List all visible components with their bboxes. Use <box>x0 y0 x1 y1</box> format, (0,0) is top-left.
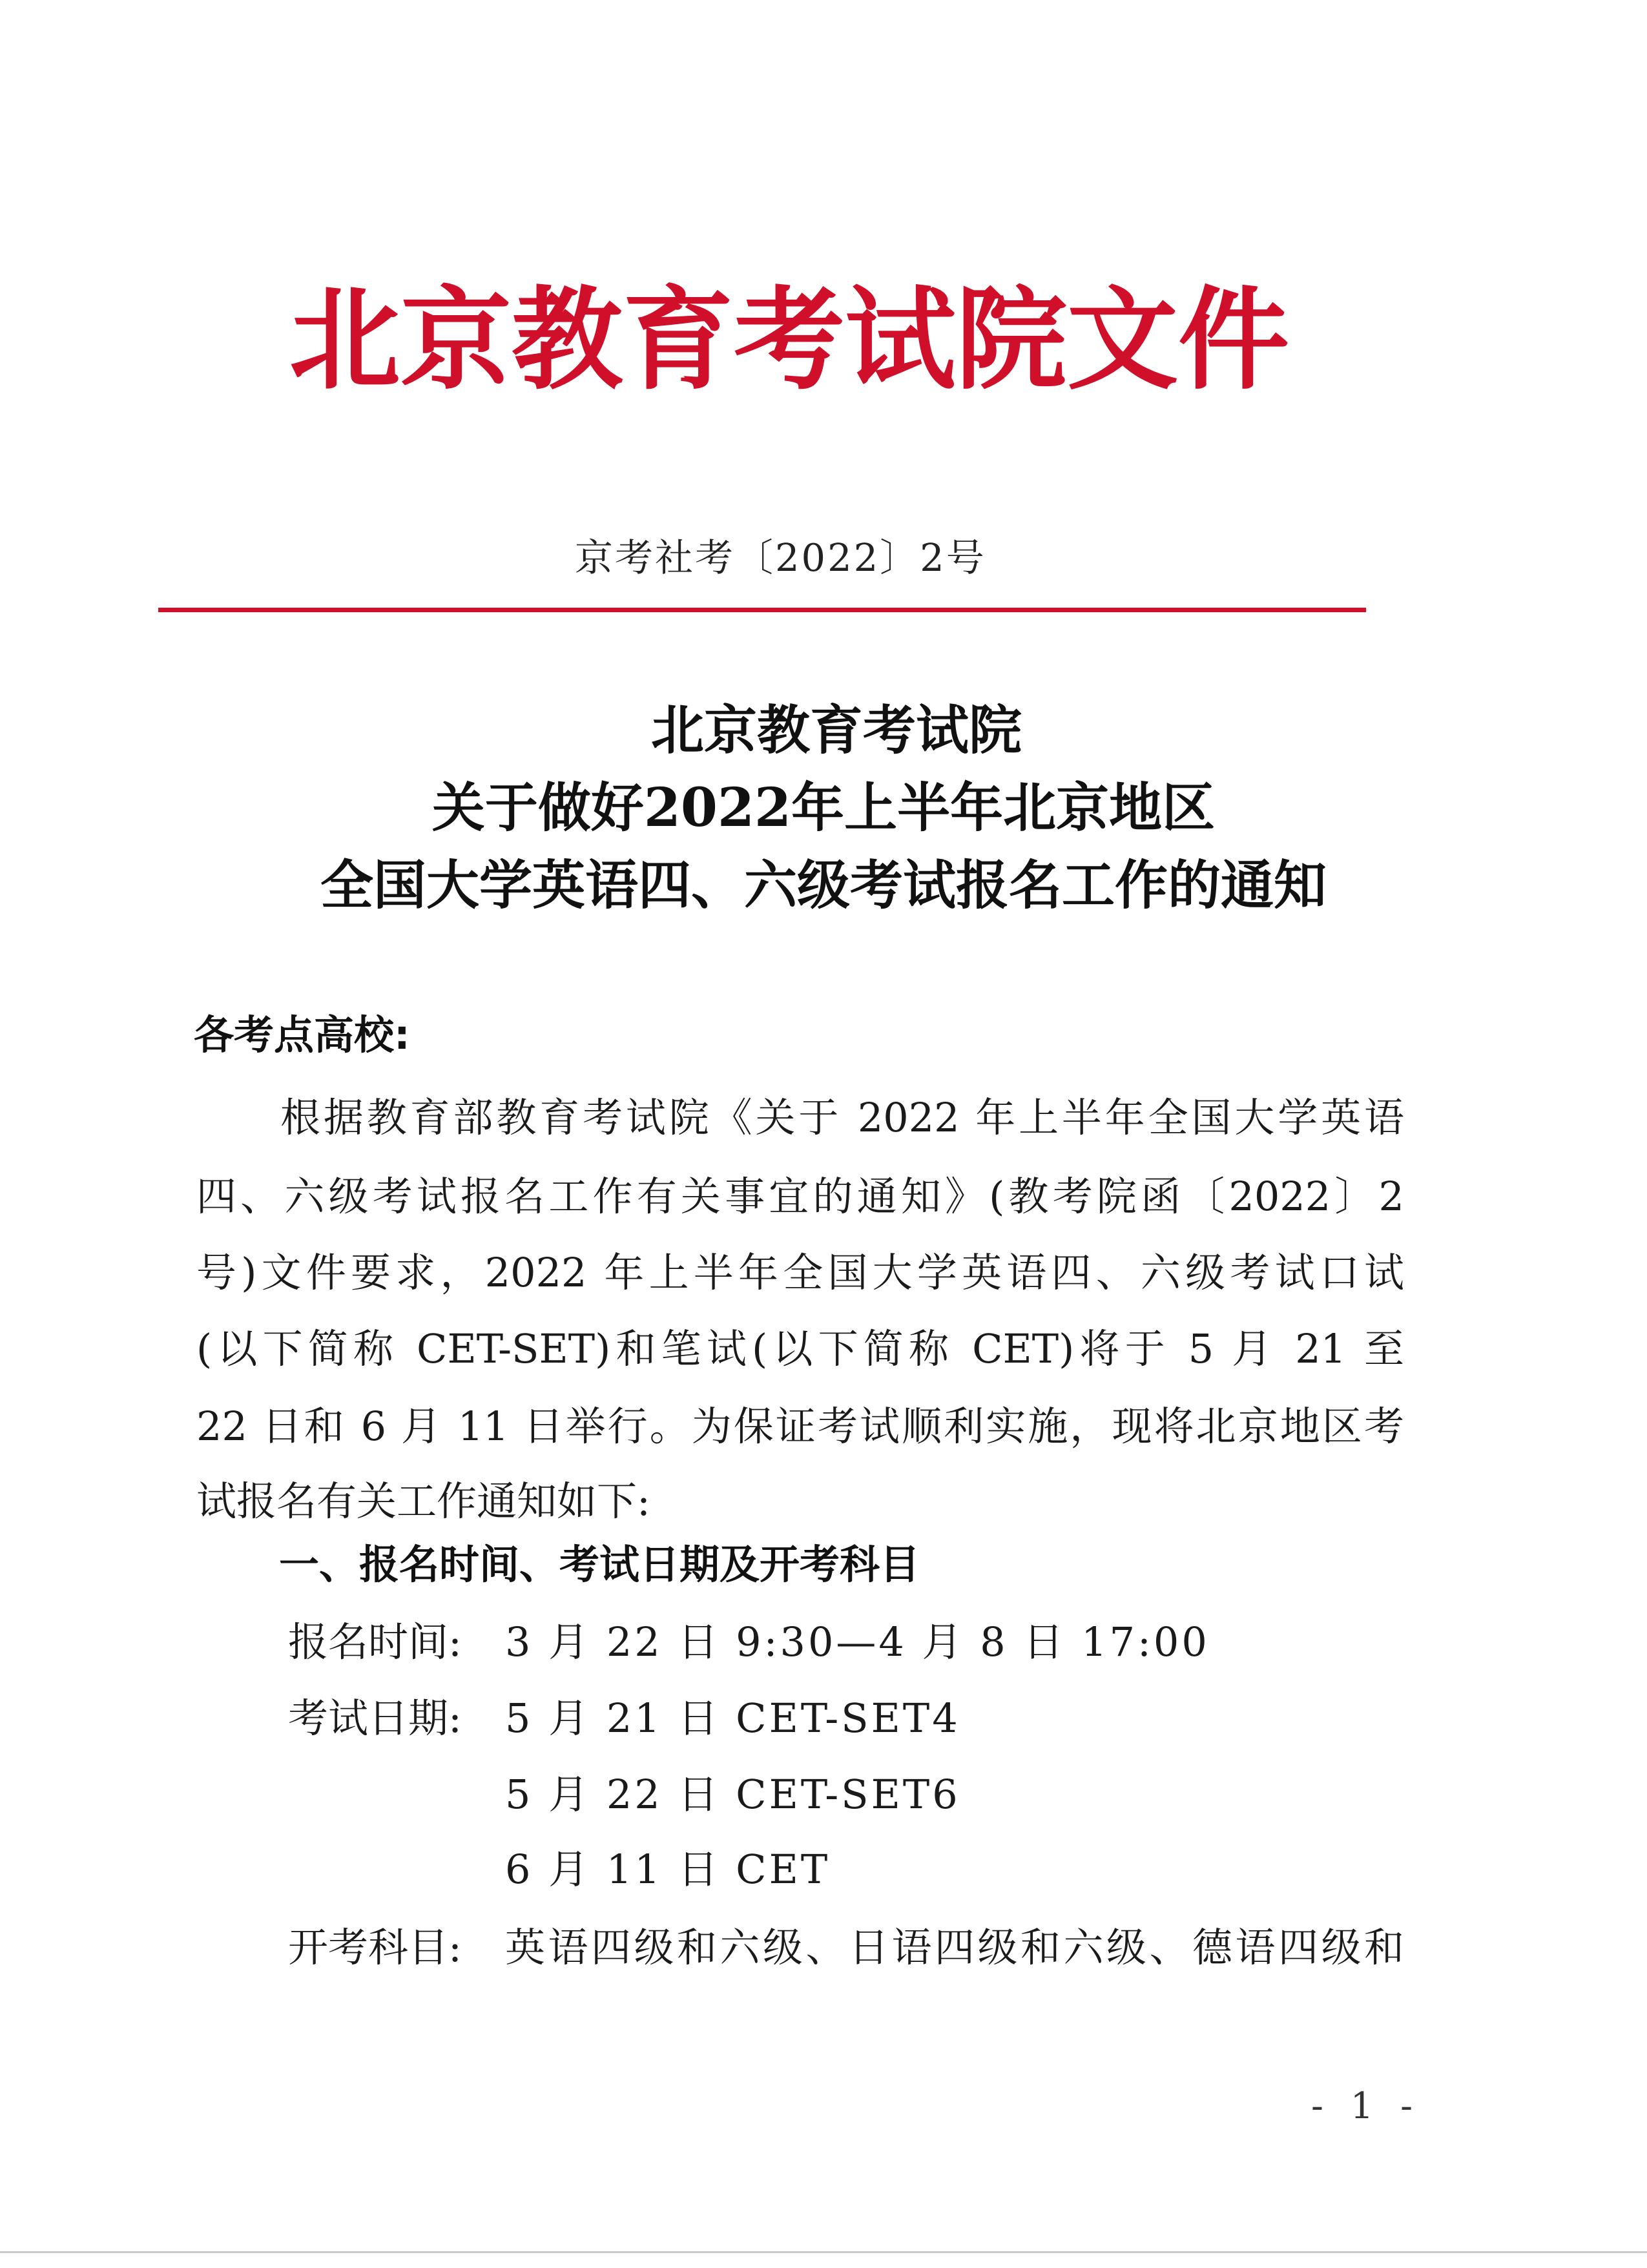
notice-title-line-2: 关于做好2022年上半年北京地区 <box>431 777 1216 839</box>
registration-time-value: 3 月 22 日 9:30—4 月 8 日 17:00 <box>505 1618 1210 1665</box>
subjects-value: 英语四级和六级、日语四级和六级、德语四级和 <box>505 1924 1404 1971</box>
exam-date-label: 考试日期: <box>288 1695 462 1742</box>
registration-time-label: 报名时间: <box>288 1618 462 1665</box>
body-paragraph-line: 22 日和 6 月 11 日举行。为保证考试顺利实施，现将北京地区考 <box>196 1403 1404 1450</box>
subjects-label: 开考科目: <box>288 1924 462 1971</box>
salutation: 各考点高校: <box>194 1011 410 1058</box>
body-paragraph-line: 试报名有关工作通知如下: <box>196 1478 650 1525</box>
exam-date-item: 5 月 21 日 CET-SET4 <box>505 1695 960 1742</box>
exam-date-item: 5 月 22 日 CET-SET6 <box>505 1771 960 1818</box>
body-paragraph-line: 四、六级考试报名工作有关事宜的通知》(教考院函〔2022〕2 <box>196 1173 1404 1220</box>
document-number: 京考社考〔2022〕2号 <box>575 535 986 580</box>
masthead-title: 北京教育考试院文件 <box>289 274 1289 405</box>
body-paragraph-line: 号)文件要求，2022 年上半年全国大学英语四、六级考试口试 <box>196 1249 1404 1296</box>
red-separator-line <box>158 608 1366 612</box>
notice-title-line-1: 北京教育考试院 <box>650 699 1022 761</box>
body-paragraph-line: 根据教育部教育考试院《关于 2022 年上半年全国大学英语 <box>280 1094 1404 1141</box>
page-number: - 1 - <box>1311 2085 1421 2127</box>
exam-date-item: 6 月 11 日 CET <box>505 1846 831 1893</box>
body-paragraph-line: (以下简称 CET-SET)和笔试(以下简称 CET)将于 5 月 21 至 <box>196 1325 1404 1372</box>
section-heading: 一、报名时间、考试日期及开考科目 <box>279 1541 920 1588</box>
notice-title-line-3: 全国大学英语四、六级考试报名工作的通知 <box>320 854 1327 916</box>
scan-edge-divider <box>0 2251 1647 2253</box>
